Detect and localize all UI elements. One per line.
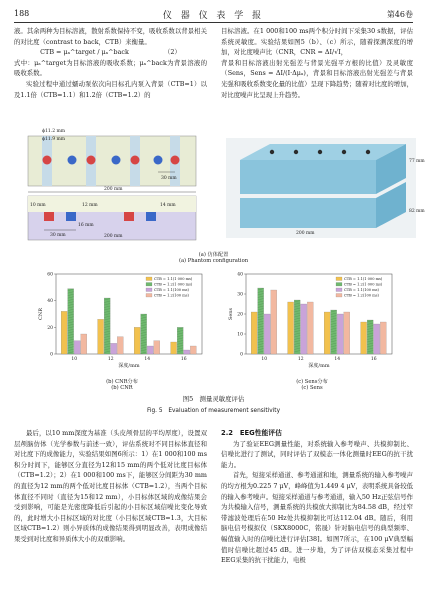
section-heading: 2.2 EEG性能评估 (221, 429, 282, 437)
bar (171, 342, 177, 354)
photo-hole (294, 150, 298, 154)
journal-name: 仪 器 仪 表 学 报 (162, 11, 265, 21)
depth-dim: 14 mm (160, 203, 176, 208)
bar (361, 322, 367, 354)
bar (331, 310, 337, 354)
y-tick-label: 60 (47, 272, 53, 278)
photo-hole (318, 150, 322, 154)
paragraph: 目标溶液。在1 000和100 ms两个积分时间下采集30 s数据，评估系统灵敏度。实验结果如图5（b）、（c）所示，随着探测深度的增加，对比度噪声比（CNR，CNR = ΔI/√I， (221, 27, 413, 57)
legend-label: CTB = 1.2(100 ms) (344, 293, 379, 298)
bar (154, 341, 160, 354)
phantom-lower-block (240, 198, 376, 228)
left-column-bottom (14, 428, 207, 545)
spacing-dim-top: 30 mm (161, 176, 177, 181)
legend-label: CTB = 1.1(1 000 ms) (344, 277, 383, 282)
target-hole (171, 156, 180, 165)
legend-swatch (146, 294, 152, 298)
paragraph: 背景和目标溶液出射光强差与背景光强平方根的比值）及灵敏度（Sens，Sens = ΔI/(I·Δμₐ)，背景和目标溶液出射光强差与背景光强和吸收系数变化量的比值）呈现下降趋势；随着对比度的增加，对比度噪声比呈现上升趋势。 (221, 58, 413, 99)
x-tick-label: 12 (107, 357, 114, 362)
bar (111, 343, 117, 354)
paragraph: 首先，短接采样通道、参考通道和地，测量系统的输入参考噪声的均方根为0.225 7 μV，峰峰值为1.449 4 μV，表明系统具备较低的输入参考噪声。短接采样通道与参考通道，输入50 Hz正弦信号作为共模输入信号，测量系统的共模放大抑制比为84.58 dB，经过窄带滤波处理后在50 Hz处共模抑制比可达112.04 dB。随后，利用脑电信号模拟仪（SKX8000C，铭晟）针对脑电信号的典型频率、幅值输入时的信噪比进行评估[38]。如图7所示，在100 μV典型幅值时信噪比超过45 dB。进一步地，为了评估双模态采集过程中EEG采集的抗干扰能力，电极 (221, 471, 413, 565)
bar (190, 346, 196, 354)
photo-width-dim: 200 mm (296, 231, 315, 236)
paragraph: 为了验证EEG测量性能，对系统输入参考噪声、共模抑制比、信噪比进行了测试，同时评估了双模态一体化测量时EEG的抗干扰能力。 (221, 439, 413, 469)
depth-dim: 10 mm (30, 203, 46, 208)
legend-swatch (336, 288, 342, 292)
legend-label: CTB = 1.1(100 ms) (344, 288, 379, 293)
spacing-dim-side: 30 mm (50, 233, 66, 238)
equation-ctb: CTB = μₐ^target / μₐ^back （2） (40, 48, 181, 57)
y-tick-label: 10 (237, 332, 243, 338)
paragraph: 实验过程中通过蠕动泵依次向目标孔内泵入背景（CTB=1）以及1.1倍（CTB=1.1）和1.2倍（CTB=1.2）的 (14, 79, 207, 99)
subfigure-a-label-en: (a) Phantom configuration (178, 258, 249, 264)
bar (374, 324, 380, 354)
depth-dim: 12 mm (82, 203, 98, 208)
figure-caption-zh: 图5 测量灵敏度评估 (182, 395, 245, 403)
bar (61, 311, 67, 354)
bar (117, 337, 123, 354)
target-block (124, 212, 134, 221)
hole-small-label: ϕ11.9 mm (42, 137, 66, 142)
x-tick-label: 12 (297, 357, 304, 362)
target-block (146, 212, 156, 221)
page-number: 188 (14, 9, 30, 18)
legend-label: CTB = 1.1(1 000 ms) (154, 277, 193, 282)
phantom-upper-block (240, 160, 376, 194)
bar (271, 290, 277, 354)
phantom-photo (226, 138, 425, 238)
target-hole (43, 156, 52, 165)
legend-label: CTB = 1.2(1 000 ms) (154, 282, 193, 287)
x-axis-label: 深度/mm (118, 363, 140, 369)
bar (324, 312, 330, 354)
bar (134, 327, 140, 354)
subfigure-c-caption (226, 378, 398, 391)
y-tick-label: 20 (47, 325, 53, 331)
y-tick-label: 40 (47, 299, 53, 305)
legend-swatch (146, 288, 152, 292)
width-dim: 200 mm (104, 187, 123, 192)
bar (288, 302, 294, 354)
subfigure-a-label: (a) 仿体配置 (198, 252, 229, 258)
x-tick-label: 16 (180, 357, 187, 362)
y-axis-label: Sens (228, 307, 234, 321)
bar (68, 289, 74, 354)
y-tick-label: 0 (240, 352, 243, 358)
paragraph: 式中：μₐ^target为目标溶液的吸收系数；μₐ^back为背景溶液的吸收系数。 (14, 58, 207, 78)
x-tick-label: 10 (261, 357, 268, 362)
photo-hole (366, 150, 370, 154)
bar (251, 312, 257, 354)
photo-height-dim: 77 mm (409, 159, 425, 164)
target-hole (131, 156, 140, 165)
target-hole (68, 156, 77, 165)
legend-swatch (146, 277, 152, 281)
bar (141, 314, 147, 354)
hole-large-label: ϕ11.2 mm (42, 129, 66, 134)
x-tick-label: 14 (144, 357, 151, 362)
target-block (66, 212, 76, 221)
legend-swatch (336, 277, 342, 281)
target-block (44, 212, 54, 221)
target-hole (112, 156, 121, 165)
figure-caption-en: Fig. 5 Evaluation of measurement sensitivity (146, 408, 281, 414)
legend-swatch (146, 283, 152, 287)
target-hole (154, 156, 163, 165)
bar (264, 314, 270, 354)
x-tick-label: 16 (370, 357, 377, 362)
legend-swatch (336, 294, 342, 298)
paragraph: 最后，以10 mm深度为基准（头皮颅骨层的平均厚度），设置双层颅脑仿体（光学参数与前述一致），评估系统对不同目标体直径和对比度下的成像能力，实验结果如图6所示：1）在1 000和100 ms积分时间下，能够区分直径为12和15 mm的两个低对比度目标体（CTB=1.2）；2）在1 000和100 ms下，能够区分间距为30 mm的直径为12 mm的两个低对比度目标体（CTB=1.2），当两个目标体直径不同时（直径为15和12 mm），小目标体区域的成像结果会受到影响，可能是光密度降低后引起的小目标区域信噪比变化导致的，此时增大小目标区域的对比度（小目标区域CTB=1.3，大目标区域CTB=1.2）则小异质体的成像结果得到明显改善，表明成像结果受到对比度和异质体大小的双重影响。 (14, 429, 207, 543)
target-hole (87, 156, 96, 165)
x-tick-label: 14 (334, 357, 341, 362)
subfigure-b-label-en: (b) CNR (111, 385, 133, 391)
subfigure-b-caption (36, 378, 208, 391)
cnr-bar-chart (36, 268, 208, 376)
bar (81, 334, 87, 354)
legend-label: CTB = 1.2(1 000 ms) (344, 282, 383, 287)
y-tick-label: 40 (237, 272, 243, 278)
depth-dim: 16 mm (78, 223, 94, 228)
y-axis-label: CNR (38, 308, 44, 320)
side-width-dim: 200 mm (104, 234, 123, 239)
photo-depth-dim: 82 mm (409, 209, 425, 214)
bar (104, 298, 110, 354)
y-tick-label: 30 (237, 292, 243, 298)
bar (147, 346, 153, 354)
photo-hole (270, 150, 274, 154)
running-header (14, 8, 413, 23)
x-tick-label: 10 (71, 357, 78, 362)
bar (301, 304, 307, 354)
subfigure-c-label-en: (c) Sens (301, 385, 323, 391)
sens-bar-chart (226, 268, 398, 376)
bar (184, 350, 190, 354)
legend-swatch (336, 283, 342, 287)
photo-hole (342, 150, 346, 154)
y-tick-label: 20 (237, 312, 243, 318)
bar (74, 341, 80, 354)
y-tick-label: 0 (50, 352, 53, 358)
bar (380, 322, 386, 354)
subfigure-b-label: (b) CNR分布 (106, 379, 138, 385)
legend-label: CTB = 1.2(100 ms) (154, 293, 189, 298)
bar (307, 302, 313, 354)
subfigure-c-label: (c) Sens分布 (296, 379, 328, 385)
x-axis-label: 深度/mm (308, 363, 330, 369)
phantom-schematic (20, 126, 220, 248)
volume-label: 第46卷 (386, 10, 413, 19)
legend-label: CTB = 1.1(100 ms) (154, 288, 189, 293)
paragraph: 液。其余两种为目标溶液，散射系数保持不变，吸收系数以背景相关的对比度（contrast to back，CTB）来衡量。 (14, 27, 207, 46)
bar (98, 319, 104, 354)
bar (344, 312, 350, 354)
right-column-bottom (221, 428, 413, 566)
subfigure-a-caption (14, 251, 413, 264)
right-column-top (221, 26, 413, 100)
left-column-top (14, 26, 207, 100)
bar (337, 314, 343, 354)
